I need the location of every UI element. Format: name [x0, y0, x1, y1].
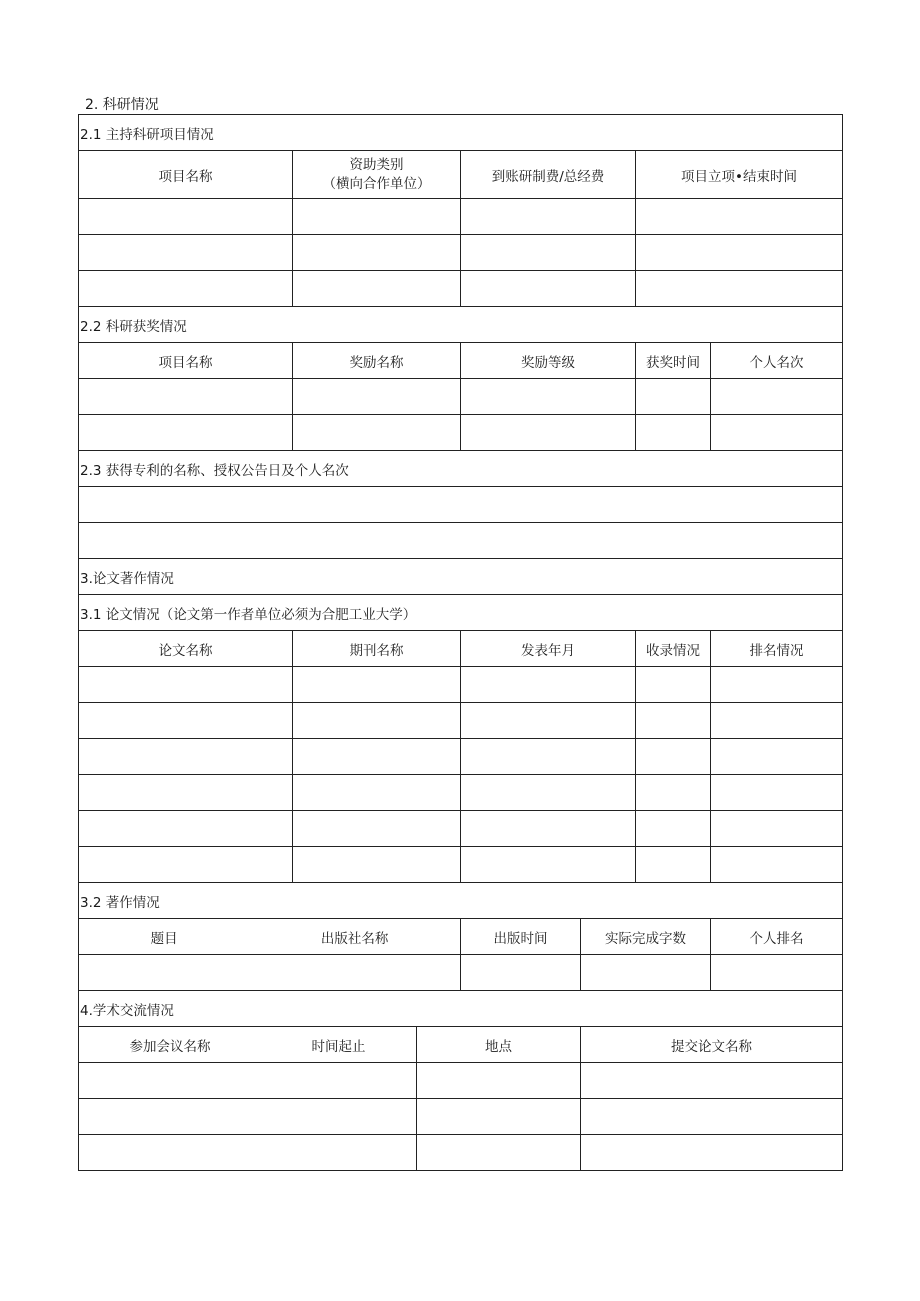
table-cell[interactable] — [293, 415, 461, 451]
s3-1-col-journal-name: 期刊名称 — [293, 631, 461, 667]
table-cell[interactable] — [711, 379, 843, 415]
s2-2-col-award-level: 奖励等级 — [461, 343, 636, 379]
table-cell[interactable] — [293, 667, 461, 703]
table-cell[interactable] — [79, 739, 293, 775]
table-cell[interactable] — [293, 811, 461, 847]
s3-1-col-publish-date: 发表年月 — [461, 631, 636, 667]
table-cell[interactable] — [293, 379, 461, 415]
table-cell[interactable] — [79, 955, 461, 991]
s2-1-header-row — [79, 151, 843, 199]
s2-1-col-funding-type: 资助类别 （横向合作单位） — [293, 151, 461, 199]
section-2-3-title: 2.3 获得专利的名称、授权公告日及个人名次 — [79, 451, 843, 487]
table-cell[interactable] — [79, 415, 293, 451]
section-2-2-title: 2.2 科研获奖情况 — [79, 307, 843, 343]
table-cell[interactable] — [79, 811, 293, 847]
s3-1-col-indexing: 收录情况 — [636, 631, 711, 667]
s3-1-entry-row — [79, 667, 843, 703]
s2-2-header-row — [79, 343, 843, 379]
s2-1-entry-row — [79, 235, 843, 271]
s4-col-time-range: 时间起止 — [311, 1038, 366, 1055]
table-cell[interactable] — [79, 235, 293, 271]
s2-1-entry-row — [79, 199, 843, 235]
s3-2-col-word-count: 实际完成字数 — [581, 919, 711, 955]
table-cell[interactable] — [79, 667, 293, 703]
s2-2-col-personal-rank: 个人名次 — [711, 343, 843, 379]
table-cell[interactable] — [79, 775, 293, 811]
table-cell[interactable] — [636, 415, 711, 451]
table-cell[interactable] — [293, 703, 461, 739]
section-3-title: 3.论文著作情况 — [79, 559, 843, 595]
table-cell[interactable] — [461, 199, 636, 235]
table-cell[interactable] — [461, 847, 636, 883]
table-cell[interactable] — [293, 199, 461, 235]
s3-1-entry-row — [79, 775, 843, 811]
table-cell[interactable] — [461, 379, 636, 415]
s4-header-row — [79, 1027, 843, 1063]
s3-2-col-title-publisher — [79, 919, 461, 955]
table-cell[interactable] — [461, 415, 636, 451]
s3-1-col-ranking: 排名情况 — [711, 631, 843, 667]
s2-2-entry-row — [79, 379, 843, 415]
table-cell[interactable] — [79, 847, 293, 883]
table-cell[interactable] — [711, 703, 843, 739]
table-cell[interactable] — [461, 811, 636, 847]
table-cell[interactable] — [79, 379, 293, 415]
table-cell[interactable] — [636, 199, 843, 235]
table-cell[interactable] — [461, 775, 636, 811]
s3-1-entry-row — [79, 847, 843, 883]
table-cell[interactable] — [636, 379, 711, 415]
s2-3-entry-row — [79, 523, 843, 559]
table-cell[interactable] — [79, 271, 293, 307]
s3-2-col-publish-time: 出版时间 — [461, 919, 581, 955]
s4-entry-row — [79, 1135, 843, 1171]
table-cell[interactable] — [79, 523, 843, 559]
table-cell[interactable] — [461, 703, 636, 739]
table-cell[interactable] — [711, 847, 843, 883]
table-cell[interactable] — [581, 1135, 843, 1171]
table-cell[interactable] — [711, 415, 843, 451]
table-cell[interactable] — [79, 1135, 417, 1171]
table-cell[interactable] — [581, 1099, 843, 1135]
s3-2-entry-row — [79, 955, 843, 991]
table-cell[interactable] — [711, 955, 843, 991]
research-form-table — [78, 114, 843, 1171]
table-cell[interactable] — [293, 739, 461, 775]
s3-2-col-personal-rank: 个人排名 — [711, 919, 843, 955]
s2-1-col-project-name: 项目名称 — [79, 151, 293, 199]
table-cell[interactable] — [79, 1063, 417, 1099]
table-cell[interactable] — [636, 775, 711, 811]
section-3-2-title: 3.2 著作情况 — [79, 883, 843, 919]
s3-2-header-row — [79, 919, 843, 955]
table-cell[interactable] — [461, 667, 636, 703]
table-cell[interactable] — [461, 271, 636, 307]
table-cell[interactable] — [461, 955, 581, 991]
table-cell[interactable] — [79, 199, 293, 235]
table-cell[interactable] — [293, 235, 461, 271]
s4-col-location: 地点 — [417, 1027, 581, 1063]
s4-entry-row — [79, 1099, 843, 1135]
table-cell[interactable] — [636, 235, 843, 271]
s2-2-col-award-name: 奖励名称 — [293, 343, 461, 379]
table-cell[interactable] — [636, 739, 711, 775]
table-cell[interactable] — [581, 955, 711, 991]
section-4-title: 4.学术交流情况 — [79, 991, 843, 1027]
table-cell[interactable] — [461, 739, 636, 775]
table-cell[interactable] — [636, 811, 711, 847]
s4-col-meeting-time — [79, 1027, 417, 1063]
table-cell[interactable] — [636, 703, 711, 739]
table-cell[interactable] — [293, 775, 461, 811]
table-cell[interactable] — [79, 1099, 417, 1135]
table-cell[interactable] — [293, 847, 461, 883]
table-cell[interactable] — [461, 235, 636, 271]
s3-1-entry-row — [79, 739, 843, 775]
table-cell[interactable] — [581, 1063, 843, 1099]
table-cell[interactable] — [711, 667, 843, 703]
table-cell[interactable] — [79, 487, 843, 523]
s3-2-col-title: 题目 — [150, 930, 178, 947]
s4-col-meeting-name: 参加会议名称 — [129, 1038, 211, 1055]
table-cell[interactable] — [417, 1135, 581, 1171]
table-cell[interactable] — [711, 775, 843, 811]
table-cell[interactable] — [293, 271, 461, 307]
table-cell[interactable] — [711, 739, 843, 775]
s2-1-col-funding-amount: 到账研制费/总经费 — [461, 151, 636, 199]
s4-col-submitted-paper: 提交论文名称 — [581, 1027, 843, 1063]
s2-2-entry-row — [79, 415, 843, 451]
s2-3-entry-row — [79, 487, 843, 523]
s3-2-col-publisher: 出版社名称 — [320, 930, 389, 947]
s2-2-col-award-time: 获奖时间 — [636, 343, 711, 379]
s2-1-entry-row — [79, 271, 843, 307]
table-cell[interactable] — [417, 1099, 581, 1135]
section-2-heading: 2. 科研情况 — [85, 97, 159, 113]
table-cell[interactable] — [636, 847, 711, 883]
s3-1-header-row — [79, 631, 843, 667]
table-cell[interactable] — [711, 811, 843, 847]
s3-1-entry-row — [79, 703, 843, 739]
table-cell[interactable] — [79, 703, 293, 739]
s2-1-col-project-period: 项目立项•结束时间 — [636, 151, 843, 199]
s3-1-col-paper-name: 论文名称 — [79, 631, 293, 667]
section-2-1-title: 2.1 主持科研项目情况 — [79, 115, 843, 151]
table-cell[interactable] — [636, 667, 711, 703]
s4-entry-row — [79, 1063, 843, 1099]
table-cell[interactable] — [417, 1063, 581, 1099]
table-cell[interactable] — [636, 271, 843, 307]
s3-1-entry-row — [79, 811, 843, 847]
s2-2-col-project-name: 项目名称 — [79, 343, 293, 379]
section-3-1-title: 3.1 论文情况（论文第一作者单位必须为合肥工业大学） — [79, 595, 843, 631]
